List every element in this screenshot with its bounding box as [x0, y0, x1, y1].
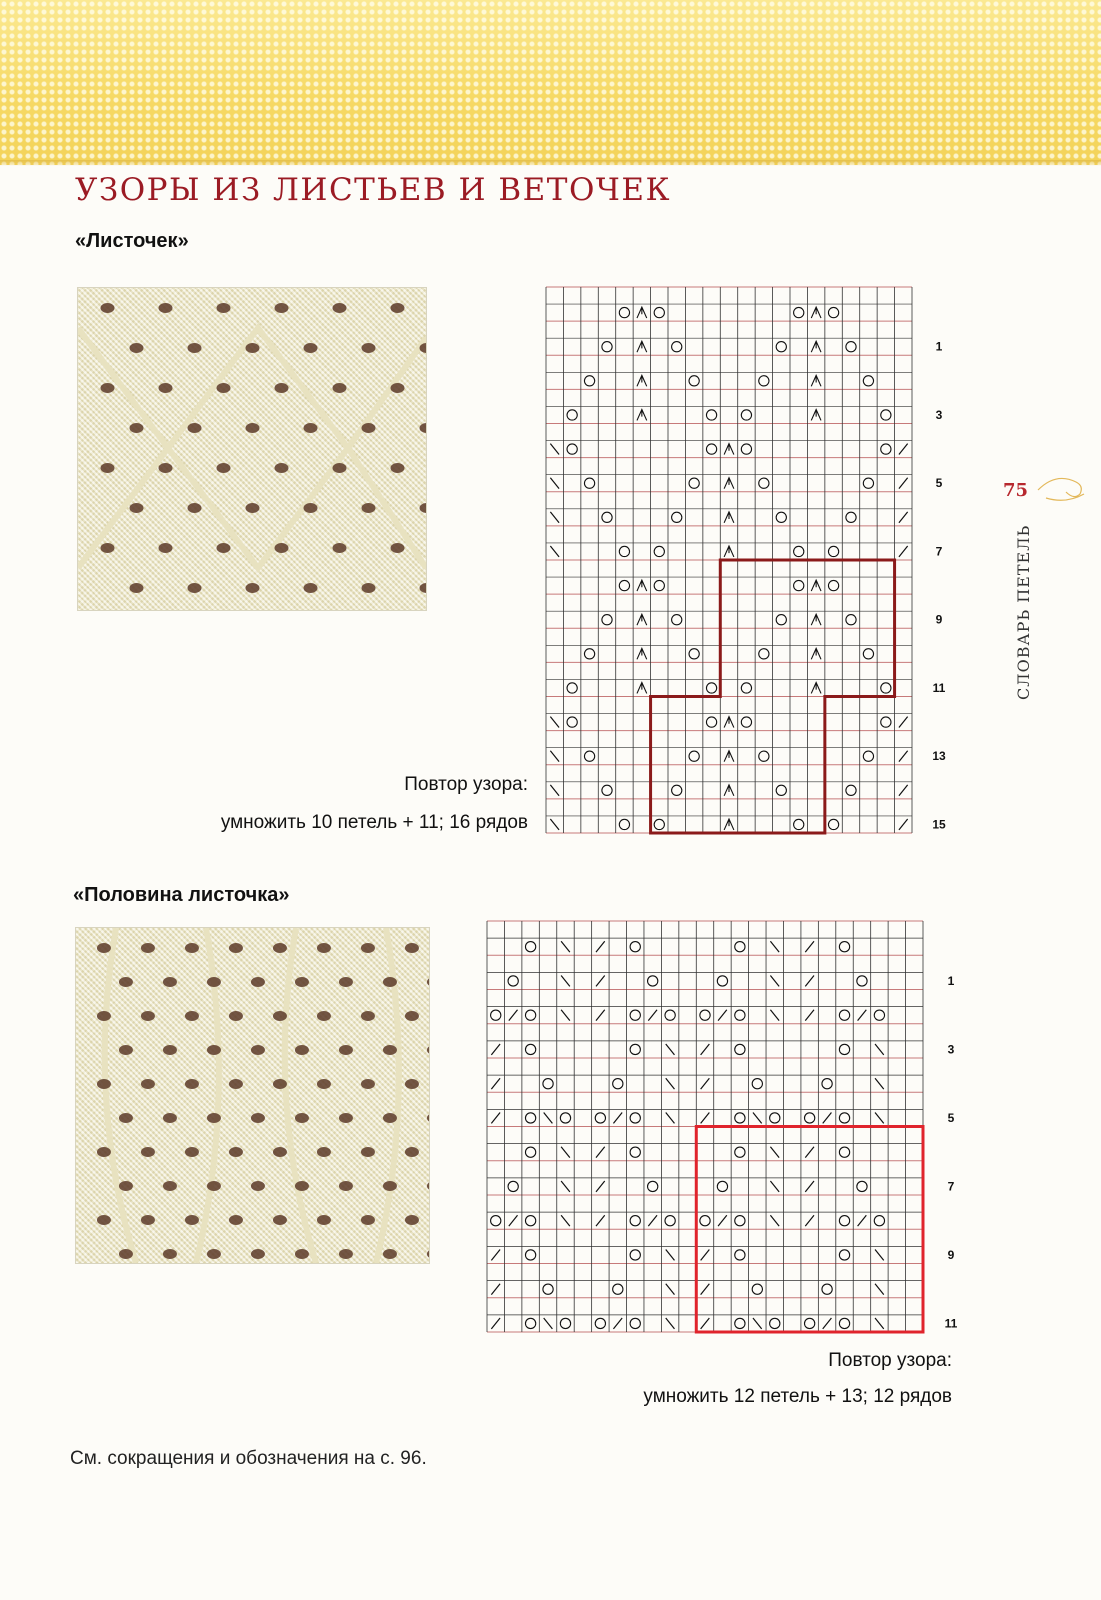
ssk-symbol [770, 1147, 779, 1158]
ssk-symbol [753, 1112, 762, 1123]
yarn-over-symbol [717, 976, 727, 986]
double-decrease-symbol [724, 444, 734, 455]
row-number-label: 13 [932, 749, 946, 764]
swatch-lace-drawing [78, 288, 426, 610]
row-number-label: 11 [944, 1316, 958, 1331]
yarn-over-symbol [863, 649, 873, 659]
double-decrease-symbol [811, 614, 821, 625]
ssk-symbol [666, 1112, 675, 1123]
yarn-over-symbol [619, 546, 629, 556]
yarn-over-symbol [881, 717, 891, 727]
yarn-over-symbol [654, 546, 664, 556]
k2tog-symbol [899, 785, 908, 796]
ssk-symbol [666, 1318, 675, 1329]
k2tog-symbol [805, 975, 814, 986]
double-decrease-symbol [724, 512, 734, 523]
yarn-over-symbol [828, 546, 838, 556]
k2tog-symbol [701, 1249, 710, 1260]
yarn-over-symbol [881, 410, 891, 420]
yarn-over-symbol [770, 1318, 780, 1328]
double-decrease-symbol [811, 648, 821, 659]
header-banner [0, 0, 1101, 165]
yarn-over-symbol [654, 580, 664, 590]
double-decrease-symbol [637, 307, 647, 318]
yarn-over-symbol [508, 1181, 518, 1191]
ssk-symbol [875, 1249, 884, 1260]
yarn-over-symbol [770, 1113, 780, 1123]
ssk-symbol [875, 1284, 884, 1295]
footer-note: См. сокращения и обозначения на с. 96. [70, 1448, 427, 1469]
yarn-over-symbol [567, 410, 577, 420]
yarn-over-symbol [839, 1318, 849, 1328]
ssk-symbol [666, 1284, 675, 1295]
yarn-over-symbol [735, 1010, 745, 1020]
yarn-over-symbol [630, 1216, 640, 1226]
yarn-over-symbol [584, 376, 594, 386]
pattern-title-leaf: «Листочек» [75, 230, 189, 252]
ssk-symbol [561, 1181, 570, 1192]
k2tog-symbol [823, 1318, 832, 1329]
k2tog-symbol [491, 1044, 500, 1055]
k2tog-symbol [858, 1215, 867, 1226]
chart-grid-half-leaf [487, 921, 958, 1332]
k2tog-symbol [805, 1010, 814, 1021]
yarn-over-symbol [741, 683, 751, 693]
k2tog-symbol [823, 1112, 832, 1123]
yarn-over-symbol [543, 1079, 553, 1089]
banner-edge [0, 160, 1101, 166]
k2tog-symbol [596, 975, 605, 986]
double-decrease-symbol [637, 683, 647, 694]
yarn-over-symbol [613, 1079, 623, 1089]
ssk-symbol [666, 1249, 675, 1260]
yarn-over-symbol [525, 1318, 535, 1328]
yarn-over-symbol [839, 1044, 849, 1054]
double-decrease-symbol [637, 341, 647, 352]
k2tog-symbol [648, 1215, 657, 1226]
ssk-symbol [875, 1078, 884, 1089]
double-decrease-symbol [637, 375, 647, 386]
k2tog-symbol [701, 1318, 710, 1329]
yarn-over-symbol [567, 683, 577, 693]
page-number: 75 [1003, 480, 1029, 501]
yarn-over-symbol [794, 819, 804, 829]
double-decrease-symbol [724, 717, 734, 728]
ssk-symbol [875, 1112, 884, 1123]
yarn-over-symbol [846, 342, 856, 352]
yarn-over-symbol [630, 1250, 640, 1260]
yarn-over-symbol [648, 1181, 658, 1191]
k2tog-symbol [899, 819, 908, 830]
ssk-symbol [561, 1010, 570, 1021]
yarn-over-symbol [741, 444, 751, 454]
k2tog-symbol [718, 1215, 727, 1226]
yarn-over-symbol [706, 683, 716, 693]
double-decrease-symbol [724, 546, 734, 557]
k2tog-symbol [701, 1284, 710, 1295]
k2tog-symbol [648, 1010, 657, 1021]
yarn-over-symbol [846, 512, 856, 522]
yarn-over-symbol [689, 376, 699, 386]
pattern-title-half-leaf: «Половина листочка» [73, 884, 290, 906]
yarn-over-symbol [525, 1044, 535, 1054]
ssk-symbol [544, 1318, 553, 1329]
k2tog-symbol [701, 1112, 710, 1123]
yarn-over-symbol [881, 683, 891, 693]
ssk-symbol [561, 941, 570, 952]
k2tog-symbol [805, 1181, 814, 1192]
k2tog-symbol [899, 512, 908, 523]
yarn-over-symbol [525, 942, 535, 952]
yarn-over-symbol [839, 1010, 849, 1020]
k2tog-symbol [596, 1010, 605, 1021]
ssk-symbol [550, 819, 559, 830]
yarn-over-symbol [525, 1216, 535, 1226]
yarn-over-symbol [700, 1010, 710, 1020]
yarn-over-symbol [735, 1147, 745, 1157]
k2tog-symbol [805, 1215, 814, 1226]
yarn-over-symbol [525, 1113, 535, 1123]
yarn-over-symbol [560, 1113, 570, 1123]
yarn-over-symbol [560, 1318, 570, 1328]
ssk-symbol [550, 717, 559, 728]
yarn-over-symbol [839, 1250, 849, 1260]
ssk-symbol [666, 1044, 675, 1055]
yarn-over-symbol [741, 717, 751, 727]
yarn-over-symbol [630, 1147, 640, 1157]
yarn-over-symbol [776, 615, 786, 625]
yarn-over-symbol [595, 1318, 605, 1328]
k2tog-symbol [858, 1010, 867, 1021]
yarn-over-symbol [706, 717, 716, 727]
yarn-over-symbol [759, 649, 769, 659]
yarn-over-symbol [584, 649, 594, 659]
yarn-over-symbol [630, 1010, 640, 1020]
yarn-over-symbol [491, 1010, 501, 1020]
yarn-over-symbol [863, 751, 873, 761]
ssk-symbol [875, 1044, 884, 1055]
double-decrease-symbol [637, 648, 647, 659]
yarn-over-symbol [717, 1181, 727, 1191]
yarn-over-symbol [759, 751, 769, 761]
k2tog-symbol [899, 717, 908, 728]
yarn-over-symbol [805, 1318, 815, 1328]
yarn-over-symbol [828, 307, 838, 317]
yarn-over-symbol [822, 1284, 832, 1294]
yarn-over-symbol [828, 819, 838, 829]
yarn-over-symbol [735, 1216, 745, 1226]
swatch-lace-drawing-2 [76, 928, 429, 1263]
ssk-symbol [666, 1078, 675, 1089]
yarn-over-symbol [735, 1250, 745, 1260]
yarn-over-symbol [672, 615, 682, 625]
yarn-over-symbol [735, 1044, 745, 1054]
k2tog-symbol [491, 1112, 500, 1123]
k2tog-symbol [613, 1112, 622, 1123]
yarn-over-symbol [689, 478, 699, 488]
double-decrease-symbol [637, 614, 647, 625]
row-number-label: 5 [935, 476, 943, 491]
yarn-over-symbol [630, 942, 640, 952]
ornament-flourish-icon [1036, 468, 1086, 508]
yarn-over-symbol [874, 1216, 884, 1226]
yarn-over-symbol [794, 580, 804, 590]
yarn-over-symbol [776, 512, 786, 522]
ssk-symbol [550, 444, 559, 455]
double-decrease-symbol [811, 375, 821, 386]
k2tog-symbol [701, 1044, 710, 1055]
row-number-label: 3 [947, 1042, 955, 1057]
ssk-symbol [544, 1112, 553, 1123]
k2tog-symbol [596, 1215, 605, 1226]
k2tog-symbol [613, 1318, 622, 1329]
ssk-symbol [550, 546, 559, 557]
row-number-label: 1 [947, 973, 955, 988]
knit-swatch-photo-half-leaf [75, 927, 430, 1264]
row-number-label: 11 [932, 680, 946, 695]
ssk-symbol [770, 1181, 779, 1192]
yarn-over-symbol [735, 1113, 745, 1123]
row-number-label: 9 [947, 1247, 955, 1262]
k2tog-symbol [491, 1318, 500, 1329]
double-decrease-symbol [811, 683, 821, 694]
double-decrease-symbol [724, 819, 734, 830]
yarn-over-symbol [700, 1216, 710, 1226]
row-number-label: 5 [947, 1110, 955, 1125]
ssk-symbol [550, 785, 559, 796]
yarn-over-symbol [654, 307, 664, 317]
yarn-over-symbol [752, 1079, 762, 1089]
yarn-over-symbol [630, 1113, 640, 1123]
double-decrease-symbol [637, 580, 647, 591]
knitting-chart-leaf [546, 287, 946, 833]
row-number-label: 3 [935, 407, 943, 422]
yarn-over-symbol [672, 785, 682, 795]
k2tog-symbol [899, 444, 908, 455]
yarn-over-symbol [654, 819, 664, 829]
yarn-over-symbol [881, 444, 891, 454]
yarn-over-symbol [805, 1113, 815, 1123]
yarn-over-symbol [874, 1010, 884, 1020]
yarn-over-symbol [776, 342, 786, 352]
repeat-detail-half-leaf: умножить 12 петель + 13; 12 рядов [643, 1386, 952, 1407]
chart-grid-leaf [546, 287, 946, 833]
yarn-over-symbol [665, 1010, 675, 1020]
yarn-over-symbol [672, 342, 682, 352]
sidebar-section-label: СЛОВАРЬ ПЕТЕЛЬ [1014, 524, 1033, 700]
row-number-label: 7 [935, 544, 943, 559]
yarn-over-symbol [863, 376, 873, 386]
k2tog-symbol [491, 1249, 500, 1260]
ssk-symbol [550, 478, 559, 489]
repeat-detail-leaf: умножить 10 петель + 11; 16 рядов [220, 812, 528, 833]
ssk-symbol [753, 1318, 762, 1329]
row-number-label: 7 [947, 1179, 955, 1194]
yarn-over-symbol [648, 976, 658, 986]
yarn-over-symbol [857, 976, 867, 986]
ssk-symbol [561, 1215, 570, 1226]
yarn-over-symbol [822, 1079, 832, 1089]
yarn-over-symbol [525, 1250, 535, 1260]
yarn-over-symbol [595, 1113, 605, 1123]
ssk-symbol [770, 941, 779, 952]
yarn-over-symbol [689, 751, 699, 761]
yarn-over-symbol [863, 478, 873, 488]
yarn-over-symbol [689, 649, 699, 659]
yarn-over-symbol [846, 615, 856, 625]
yarn-over-symbol [543, 1284, 553, 1294]
k2tog-symbol [596, 941, 605, 952]
ssk-symbol [550, 512, 559, 523]
yarn-over-symbol [741, 410, 751, 420]
yarn-over-symbol [602, 342, 612, 352]
double-decrease-symbol [724, 785, 734, 796]
yarn-over-symbol [619, 819, 629, 829]
ssk-symbol [770, 1215, 779, 1226]
yarn-over-symbol [846, 785, 856, 795]
yarn-over-symbol [752, 1284, 762, 1294]
ssk-symbol [561, 975, 570, 986]
k2tog-symbol [899, 546, 908, 557]
yarn-over-symbol [665, 1216, 675, 1226]
k2tog-symbol [509, 1010, 518, 1021]
ssk-symbol [550, 751, 559, 762]
yarn-over-symbol [584, 478, 594, 488]
ssk-symbol [875, 1318, 884, 1329]
double-decrease-symbol [724, 751, 734, 762]
yarn-over-symbol [602, 785, 612, 795]
yarn-over-symbol [584, 751, 594, 761]
double-decrease-symbol [637, 410, 647, 421]
row-number-label: 15 [932, 817, 946, 832]
k2tog-symbol [491, 1078, 500, 1089]
yarn-over-symbol [706, 444, 716, 454]
yarn-over-symbol [602, 615, 612, 625]
yarn-over-symbol [619, 307, 629, 317]
yarn-over-symbol [735, 1318, 745, 1328]
repeat-label-half-leaf: Повтор узора: [828, 1350, 952, 1371]
k2tog-symbol [596, 1181, 605, 1192]
ssk-symbol [561, 1147, 570, 1158]
yarn-over-symbol [508, 976, 518, 986]
yarn-over-symbol [706, 410, 716, 420]
row-number-label: 9 [935, 612, 943, 627]
section-title: УЗОРЫ ИЗ ЛИСТЬЕВ И ВЕТОЧЕК [75, 172, 671, 208]
yarn-over-symbol [839, 1113, 849, 1123]
k2tog-symbol [805, 941, 814, 952]
k2tog-symbol [899, 751, 908, 762]
yarn-over-symbol [794, 546, 804, 556]
double-decrease-symbol [724, 478, 734, 489]
yarn-over-symbol [735, 942, 745, 952]
double-decrease-symbol [811, 410, 821, 421]
yarn-over-symbol [672, 512, 682, 522]
knit-swatch-photo-leaf [77, 287, 427, 611]
yarn-over-symbol [794, 307, 804, 317]
knitting-chart-half-leaf [487, 921, 958, 1332]
yarn-over-symbol [759, 478, 769, 488]
yarn-over-symbol [525, 1010, 535, 1020]
yarn-over-symbol [839, 1147, 849, 1157]
yarn-over-symbol [613, 1284, 623, 1294]
row-number-label: 1 [935, 339, 943, 354]
yarn-over-symbol [857, 1181, 867, 1191]
yarn-over-symbol [759, 376, 769, 386]
double-decrease-symbol [811, 341, 821, 352]
yarn-over-symbol [839, 942, 849, 952]
double-decrease-symbol [811, 580, 821, 591]
yarn-over-symbol [776, 785, 786, 795]
yarn-over-symbol [525, 1147, 535, 1157]
k2tog-symbol [491, 1284, 500, 1295]
double-decrease-symbol [811, 307, 821, 318]
k2tog-symbol [509, 1215, 518, 1226]
k2tog-symbol [718, 1010, 727, 1021]
ssk-symbol [770, 975, 779, 986]
k2tog-symbol [701, 1078, 710, 1089]
yarn-over-symbol [567, 444, 577, 454]
ssk-symbol [770, 1010, 779, 1021]
yarn-over-symbol [619, 580, 629, 590]
k2tog-symbol [899, 478, 908, 489]
yarn-over-symbol [828, 580, 838, 590]
repeat-label-leaf: Повтор узора: [404, 774, 528, 795]
yarn-over-symbol [630, 1044, 640, 1054]
k2tog-symbol [596, 1147, 605, 1158]
yarn-over-symbol [491, 1216, 501, 1226]
yarn-over-symbol [567, 717, 577, 727]
yarn-over-symbol [630, 1318, 640, 1328]
yarn-over-symbol [602, 512, 612, 522]
k2tog-symbol [805, 1147, 814, 1158]
yarn-over-symbol [839, 1216, 849, 1226]
